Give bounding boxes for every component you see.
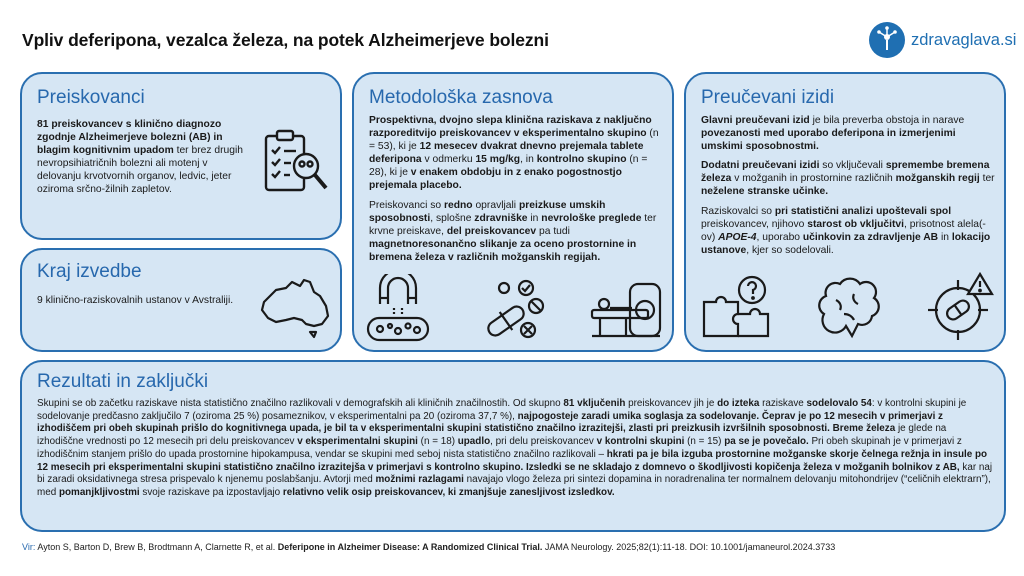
participants-heading: Preiskovanci (37, 87, 145, 108)
location-heading: Kraj izvedbe (37, 261, 142, 282)
participants-text: 81 preiskovancev s klinično diagnozo zgodnje Alzheimerjeve bolezni (AB) in blagim kognitivnim upadom ter brez drugih nevropsihiatričnih bolezni ali motenj v delovanju krvotvornih organov, ledvic, jeter oziroma srčno-žilnih zapletov. (37, 119, 243, 196)
magnet-iron-icon (362, 274, 434, 346)
methods-card (352, 72, 674, 352)
puzzle-question-icon (698, 270, 774, 346)
results-heading: Rezultati in zaključki (37, 371, 209, 392)
outcomes-text: Glavni preučevani izid je bila preverba obstoja in narave povezanosti med uporabo deferipona in izmerjenimi umskimi sposobnostmi. Dodatni preučevani izidi so vključevali spremembe bremena železa v možganih in prostornine različnih možganskih regij ter neželene stranske učinke. Raziskovalci so pri statistični analizi upoštevali spol preiskovancev, njihovo starost ob vključitvi, prisotnost alela(-ov) APOE-4, uporabo učinkovin za zdravljenje AB in lokacijo ustanove, kjer so sodelovali. (701, 115, 995, 256)
page-title: Vpliv deferipona, vezalca železa, na potek Alzheimerjeve bolezni (22, 30, 549, 50)
citation-label: Vir: (22, 542, 36, 552)
citation-rest: JAMA Neurology. 2025;82(1):11-18. DOI: 10.1001/jamaneurol.2024.3733 (542, 542, 836, 552)
methods-text: Prospektivna, dvojno slepa klinična raziskava z naključno razporeditvijo preiskovancev v eksperimentalno skupino (n = 53), ki je 12 mesecev dvakrat dnevno prejemala tablete deferipona v odmerku 15 mg/kg, in kontrolno skupino (n = 28), ki je v enakem obdobju in z enako pogostnostjo prejemala placebo. Preiskovanci so redno opravljali preizkuse umskih sposobnosti, splošne zdravniške in nevrološke preglede ter krvne preiskave, del preiskovancev pa tudi magnetnoresonančno slikanje za oceno prostornine in bremena železa v različnih možganskih regijah. (369, 115, 659, 263)
logo-text: zdravaglava.si (911, 30, 1017, 49)
participants-card (20, 72, 342, 240)
mri-scanner-icon (586, 274, 666, 346)
results-text: Skupini se ob začetku raziskave nista statistično značilno razlikovali v demografskih ali kliničnih značilnostih. Od skupno 81 vključenih preiskovancev jih je do izteka raziskave sodelovalo 54: v kontrolni skupini je sodelovanje predčasno zaključilo 7 (oziroma 25 %) posameznikov, v eksperimentalni pa 20 (oziroma 37,7 %), najpogosteje zaradi umika soglasja za sodelovanje. Čeprav je po 12 mesecih v primerjavi z izhodiščem pri obeh skupinah prišlo do kognitivnega upada, je bil ta v eksperimentalni skupini statistično značilno izrazitejši, zlasti pri preizkusih izvršilnih sposobnosti. Breme železa je glede na izhodiščne vrednosti po 12 mesecih pri delu preiskovancev v eksperimentalni skupini (n = 18) upadlo, pri delu preiskovancev v kontrolni skupini (n = 15) pa se je povečalo. Pri obeh skupinah je v primerjavi z izhodiščnim stanjem prišlo do upada prostornine hipokampusa, vendar se skupini med seboj nista statistično značilno razlikovali – hkrati pa je bila izguba prostornine možganske skorje čelnega režnja in insule po 12 mesecih pri eksperimentalni skupini statistično značilno izrazitejša v primerjavi s kontrolno skupino. Izsledki se ne skladajo z domnevo o škodljivosti kopičenja železa v možganih bolnikov z AB, kar naj bi zaradi oksidativnega stresa prispevalo k njenemu poslabšanju. Avtorji med možnimi razlagami navajajo vlogo železa pri sintezi dopamina in noradrenalina ter normalnem delovanju mitohondrijev (“celičnih elektrarn”), med pomanjkljivostmi svoje raziskave pa izpostavljajo relativno velik osip preiskovancev, ki zmanjšuje zanesljivost izsledkov. (37, 398, 993, 498)
checklist-icon (256, 126, 334, 204)
pill-target-warning-icon (922, 270, 998, 346)
citation-authors: Ayton S, Barton D, Brew B, Brodtmann A, Clarnette R, et al. (35, 542, 278, 552)
results-card (20, 360, 1006, 532)
citation-title: Deferipone in Alzheimer Disease: A Randomized Clinical Trial. (277, 542, 543, 552)
logo[interactable] (869, 22, 1016, 58)
brain-icon (810, 270, 886, 346)
outcomes-heading: Preučevani izidi (701, 87, 835, 108)
pills-icon (478, 274, 550, 346)
brain-logo-icon (869, 22, 905, 58)
citation (22, 542, 835, 552)
outcomes-card (684, 72, 1006, 352)
australia-map-icon (256, 274, 336, 340)
methods-heading: Metodološka zasnova (369, 87, 553, 108)
location-text: 9 klinično-raziskovalnih ustanov v Avstraliji. (37, 295, 234, 306)
location-card (20, 248, 342, 352)
